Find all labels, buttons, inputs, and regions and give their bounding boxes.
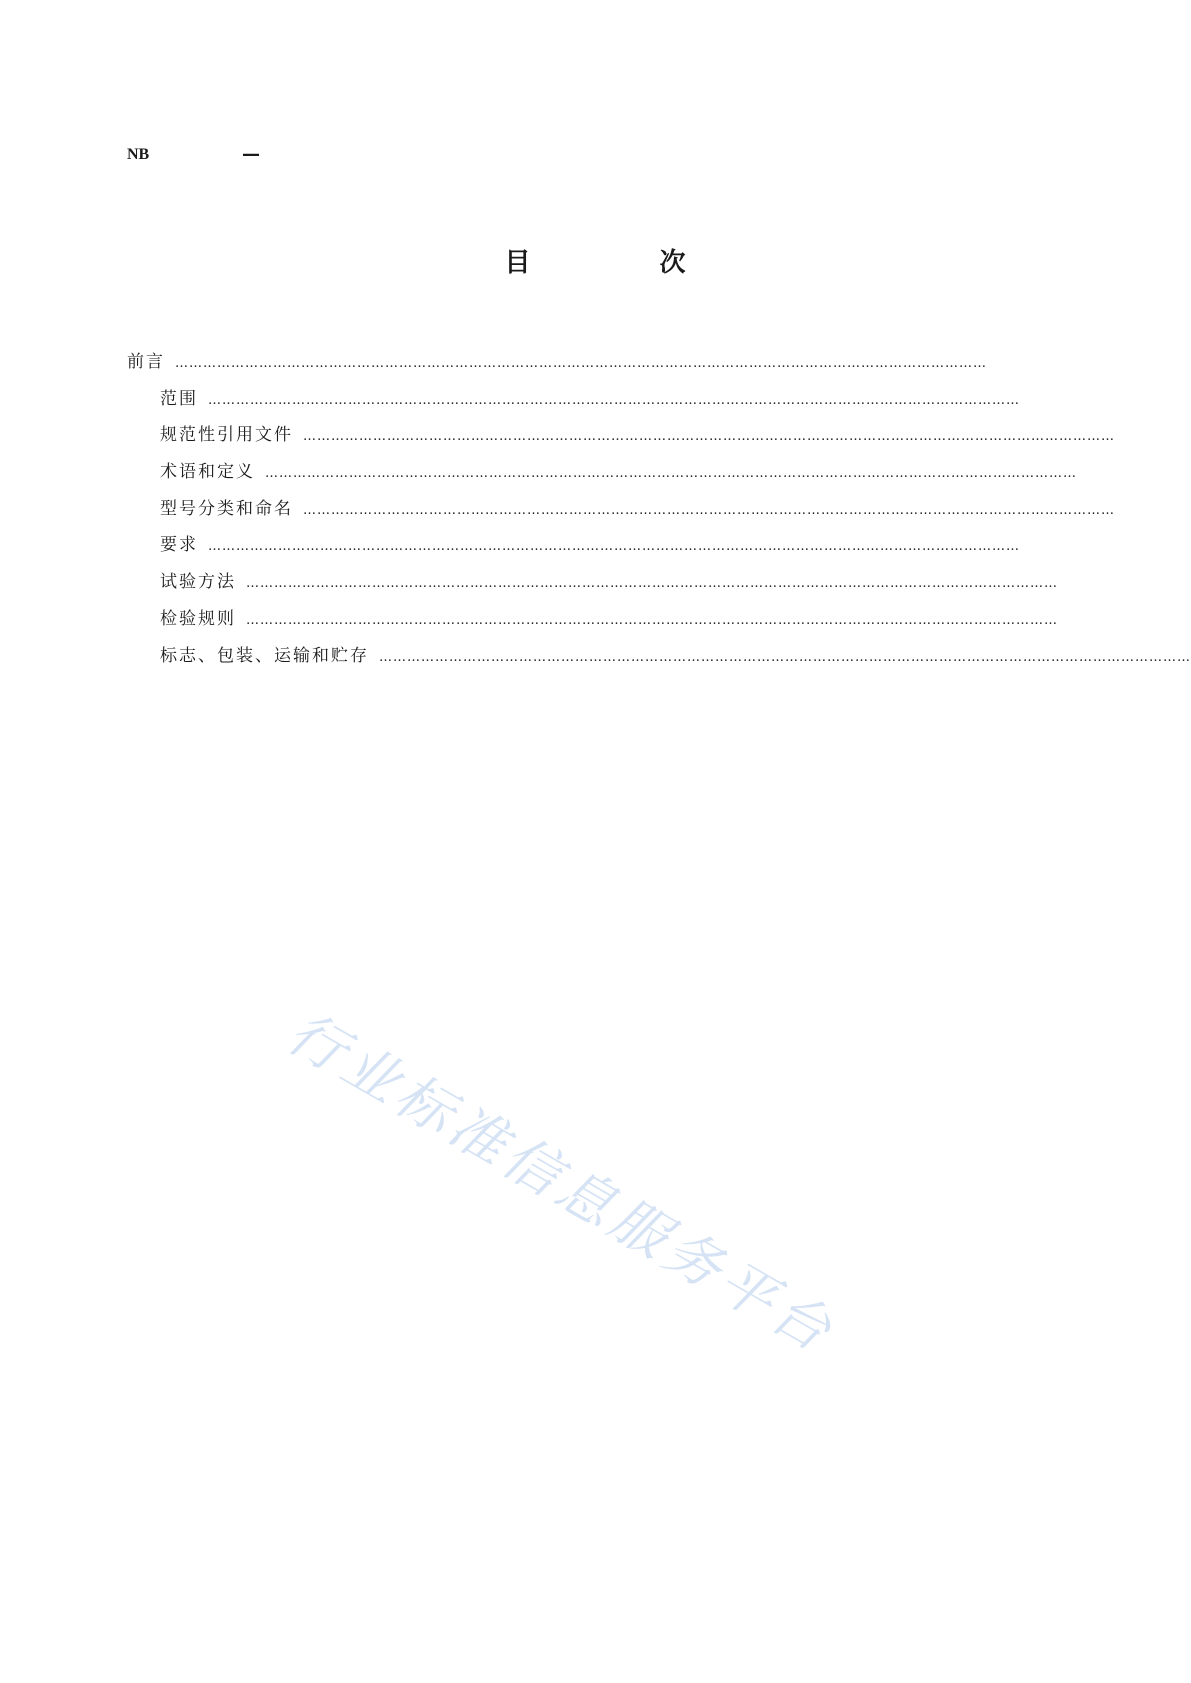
toc-entry-requirements[interactable] [127, 527, 1032, 564]
standard-code: NB [127, 146, 150, 163]
toc-entry-label: 规范性引用文件 [160, 425, 293, 446]
toc-leader-dots: ………………………………………………………………………………………………………………………………………………………… [208, 539, 1020, 555]
page-title: 目 次 [504, 248, 746, 278]
toc-entry-test-methods[interactable] [127, 564, 1058, 601]
toc-entry-label: 术语和定义 [160, 462, 255, 483]
toc-entry-inspection-rules[interactable] [127, 601, 1058, 638]
toc-entry-scope[interactable] [127, 381, 1032, 418]
watermark: 行业标准信息服务平台 [276, 1000, 846, 1367]
toc-leader-dots: ………………………………………………………………………………………………………………………………………………………… [303, 502, 1115, 518]
toc-leader-dots: ………………………………………………………………………………………………………………………………………………………… [175, 356, 987, 371]
toc-entry-label: 前言 [127, 352, 165, 372]
toc-leader-dots: ………………………………………………………………………………………………………………………………………………………… [265, 466, 1077, 482]
toc-leader-dots: ………………………………………………………………………………………………………………………………………………………… [303, 429, 1115, 445]
toc-leader-dots: ………………………………………………………………………………………………………………………………………………………… [246, 612, 1058, 628]
toc-entry-label: 标志、包装、运输和贮存 [160, 645, 369, 666]
toc-leader-dots: ………………………………………………………………………………………………………………………………………………………… [379, 649, 1191, 665]
toc-entry-label: 试验方法 [160, 572, 236, 593]
toc-entry-marking-packaging[interactable] [127, 638, 1191, 675]
table-of-contents [127, 344, 1191, 674]
toc-entry-normative-references[interactable] [127, 417, 1115, 454]
standard-number-dash: — [242, 144, 260, 165]
toc-entry-label: 范围 [160, 388, 198, 409]
toc-entry-classification[interactable] [127, 491, 1115, 528]
toc-entry-label: 型号分类和命名 [160, 498, 293, 519]
toc-entry-label: 检验规则 [160, 608, 236, 629]
toc-leader-dots: ………………………………………………………………………………………………………………………………………………………… [246, 576, 1058, 592]
document-header [127, 145, 287, 167]
toc-entry-label: 要求 [160, 535, 198, 556]
toc-entry-terms-definitions[interactable] [127, 454, 1077, 491]
toc-entry-foreword[interactable] [127, 344, 1032, 381]
toc-leader-dots: ………………………………………………………………………………………………………………………………………………………… [208, 392, 1020, 408]
